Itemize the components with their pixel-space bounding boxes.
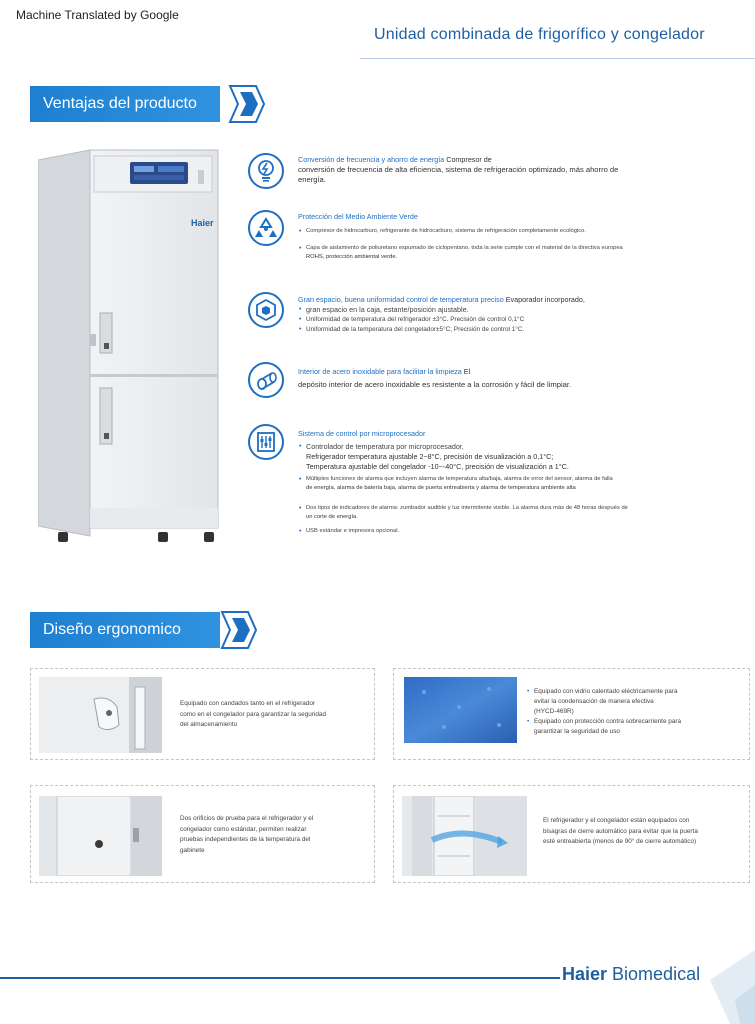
fridge-freezer-image xyxy=(38,148,222,543)
steel-tube-icon xyxy=(248,362,284,398)
card-text-line: pruebas independientes de la temperatura del xyxy=(180,836,311,843)
page-title: Unidad combinada de frigorífico y congelador xyxy=(374,26,705,43)
card-bullet-cont: evitar la condensación de manera efectiva xyxy=(534,698,654,705)
feature-bullet-cont: Refrigerador temperatura ajustable 2~8°C, precisión de visualización a 0,1°C; xyxy=(306,452,554,461)
machine-translated-label: Machine Translated by Google xyxy=(16,8,179,22)
feature-space xyxy=(248,292,708,342)
corner-decoration xyxy=(700,940,755,1024)
card-text-line: bisagras de cierre automático para evitar que la puerta xyxy=(543,827,698,835)
card-text-line: del almacenamiento xyxy=(180,721,238,728)
feature-bullet: • Capa de aislamiento de poliuretano espumado de ciclopentano, toda la serie cumple con el material de la directiva europea xyxy=(298,244,708,253)
feature-title-rest: Compresor de xyxy=(444,155,492,164)
feature-bullet: • Uniformidad de la temperatura del congelador±5°C; Precisión de control 1°C. xyxy=(298,325,708,335)
feature-bullet: • gran espacio en la caja, estante/posición ajustable. xyxy=(298,305,708,315)
fridge-brand-logo: Haier xyxy=(191,218,214,228)
feature-bullet: • Múltiples funciones de alarma que incluyen alarma de temperatura alta/baja, alarma de error del sensor, alarma de falla xyxy=(298,475,708,484)
heated-glass-photo xyxy=(404,677,517,743)
card-bullet: • Equipado con protección contra sobrecarriente para xyxy=(527,718,682,725)
feature-bullet: • Dos tipos de indicadores de alarma: zumbador audible y luz intermitente visible. La alarma dura más de 48 horas después de xyxy=(298,504,708,513)
feature-bullet: • Uniformidad de temperatura del refrigerador ±3°C. Precisión de control 0,1°C xyxy=(298,315,708,325)
feature-text: energía. xyxy=(298,175,326,184)
card-text-line: Dos orificios de prueba para el refrigerador y el xyxy=(180,815,314,822)
ergonomic-card-hinges xyxy=(393,785,750,883)
feature-energy xyxy=(248,153,708,193)
feature-title: Interior de acero inoxidable para facilitar la limpieza xyxy=(298,367,462,376)
brand-logo-rest: Biomedical xyxy=(607,964,701,984)
ergonomic-card-locks xyxy=(30,668,375,760)
feature-text: conversión de frecuencia de alta eficiencia, sistema de refrigeración optimizado, más ahorro de xyxy=(298,165,619,174)
chevron-right-icon xyxy=(214,610,258,650)
recycle-icon xyxy=(248,210,284,246)
card-bullet-text: Equipado con protección contra sobrecarriente para xyxy=(534,718,682,725)
cube-space-icon xyxy=(248,292,284,328)
card-bullet-cont: garantizar la seguridad de uso xyxy=(534,728,620,735)
hinge-photo xyxy=(402,796,527,876)
section-banner-advantages: Ventajas del producto xyxy=(30,86,220,122)
ergonomic-card-glass xyxy=(393,668,750,760)
test-hole-photo xyxy=(39,796,162,876)
controller-icon xyxy=(248,424,284,460)
feature-bullet: • USB estándar e impresora opcional. xyxy=(298,527,708,536)
card-bullet-text: Equipado con vidrio calentado eléctricamente para xyxy=(534,688,678,695)
feature-title-rest: El xyxy=(461,367,471,376)
brand-logo-bold: Haier xyxy=(562,964,608,984)
lock-photo xyxy=(39,677,162,753)
feature-bullet-cont: un corte de energía. xyxy=(306,514,358,520)
chevron-right-icon xyxy=(222,84,266,124)
feature-title-rest: Evaporador incorporado, xyxy=(503,295,585,304)
footer-divider xyxy=(0,977,560,979)
feature-bullet: • Compresor de hidrocarburo, refrigerante de hidrocarburo, sistema de refrigeración completamente ecológico. xyxy=(298,227,708,236)
card-text-line: Equipado con candados tanto en el refrigerador xyxy=(180,700,316,707)
feature-bullet-cont: Temperatura ajustable del congelador -10~-40°C, precisión de visualización a 1°C. xyxy=(306,462,569,471)
section-banner-ergonomic: Diseño ergonomico xyxy=(30,612,220,648)
feature-bullet-cont: de energía, alarma de batería baja, alarma de puerta entreabierta y alarma de temperatura ambiente alta xyxy=(306,485,576,491)
feature-title: Gran espacio, buena uniformidad control de temperatura preciso xyxy=(298,295,504,304)
title-divider xyxy=(360,58,755,59)
card-text-line: El refrigerador y el congelador están equipados con xyxy=(543,817,690,824)
feature-green xyxy=(248,210,708,280)
card-bullet: • Equipado con vidrio calentado eléctricamente para xyxy=(527,688,678,695)
card-bullet-cont: (HYCD-469R) xyxy=(534,708,574,715)
feature-title: Sistema de control por microprocesador xyxy=(298,429,426,438)
brand-logo xyxy=(562,964,700,985)
energy-saving-icon xyxy=(248,153,284,189)
feature-title: Protección del Medio Ambiente Verde xyxy=(298,212,418,221)
card-text-line: como en el congelador para garantizar la seguridad xyxy=(180,710,327,718)
ergonomic-card-test-holes xyxy=(30,785,375,883)
feature-text: depósito interior de acero inoxidable es resistente a la corrosión y fácil de limpiar. xyxy=(298,380,572,389)
card-text-line: congelador como estándar, permiten realizar xyxy=(180,825,307,833)
card-text-line: gabinete xyxy=(180,846,205,854)
card-text-line: esté entreabierta (menos de 90° de cierre automático) xyxy=(543,838,697,845)
feature-title: Conversión de frecuencia y ahorro de energía xyxy=(298,155,445,164)
feature-stainless xyxy=(248,362,708,402)
feature-controller xyxy=(248,424,708,554)
feature-bullet: • Controlador de temperatura por microprocesador, xyxy=(298,442,708,452)
feature-bullet-cont: ROHS, protección ambiental verde. xyxy=(306,254,398,260)
